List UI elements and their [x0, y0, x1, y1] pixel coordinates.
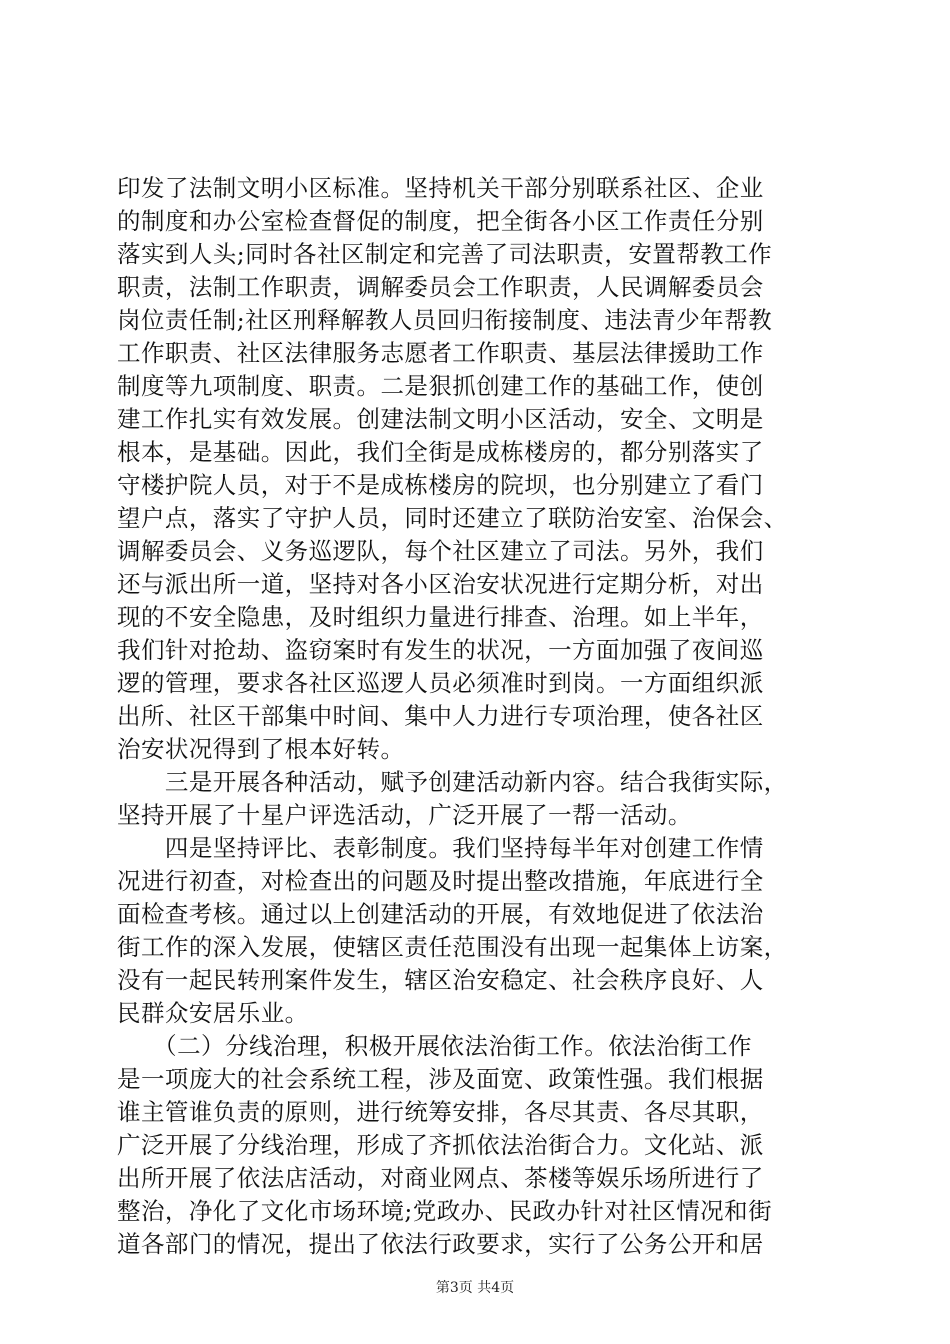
text-line: 我们针对抢劫、盗窃案时有发生的状况，一方面加强了夜间巡	[117, 636, 764, 664]
text-line: 岗位责任制;社区刑释解教人员回归衔接制度、违法青少年帮教	[117, 306, 773, 334]
text-line: 况进行初查，对检查出的问题及时提出整改措施，年底进行全	[117, 867, 764, 895]
text-line: 的制度和办公室检查督促的制度，把全街各小区工作责任分别	[117, 207, 764, 235]
text-line: 坚持开展了十星户评选活动，广泛开展了一帮一活动。	[117, 801, 692, 829]
text-line: 四是坚持评比、表彰制度。我们坚持每半年对创建工作情	[117, 834, 764, 862]
text-line: 根本，是基础。因此，我们全街是成栋楼房的，都分别落实了	[117, 438, 764, 466]
document-body	[117, 172, 837, 1261]
text-line: 现的不安全隐患，及时组织力量进行排查、治理。如上半年，	[117, 603, 764, 631]
text-line: 三是开展各种活动，赋予创建活动新内容。结合我街实际，	[117, 768, 788, 796]
text-line: 制度等九项制度、职责。二是狠抓创建工作的基础工作，使创	[117, 372, 764, 400]
text-line: 还与派出所一道，坚持对各小区治安状况进行定期分析，对出	[117, 570, 764, 598]
text-line: 道各部门的情况，提出了依法行政要求，实行了公务公开和居	[117, 1230, 764, 1258]
text-line: 没有一起民转刑案件发生，辖区治安稳定、社会秩序良好、人	[117, 966, 764, 994]
text-line: 职责，法制工作职责，调解委员会工作职责，人民调解委员会	[117, 273, 764, 301]
text-line: 民群众安居乐业。	[117, 999, 309, 1027]
page-footer: 第3页 共4页	[435, 1280, 515, 1296]
text-line: 印发了法制文明小区标准。坚持机关干部分别联系社区、企业	[117, 174, 764, 202]
text-line: 建工作扎实有效发展。创建法制文明小区活动，安全、文明是	[117, 405, 764, 433]
text-line: 谁主管谁负责的原则，进行统筹安排，各尽其责、各尽其职，	[117, 1098, 764, 1126]
text-line: （二）分线治理，积极开展依法治街工作。依法治街工作	[117, 1032, 752, 1060]
text-line: 落实到人头;同时各社区制定和完善了司法职责，安置帮教工作	[117, 240, 773, 268]
text-line: 广泛开展了分线治理，形成了齐抓依法治街合力。文化站、派	[117, 1131, 764, 1159]
text-line: 逻的管理，要求各社区巡逻人员必须准时到岗。一方面组织派	[117, 669, 764, 697]
text-line: 治安状况得到了根本好转。	[117, 735, 405, 763]
text-line: 守楼护院人员，对于不是成栋楼房的院坝，也分别建立了看门	[117, 471, 764, 499]
text-line: 出所、社区干部集中时间、集中人力进行专项治理，使各社区	[117, 702, 764, 730]
text-line: 是一项庞大的社会系统工程，涉及面宽、政策性强。我们根据	[117, 1065, 764, 1093]
text-line: 望户点，落实了守护人员，同时还建立了联防治安室、治保会、	[117, 504, 788, 532]
text-line: 整治，净化了文化市场环境;党政办、民政办针对社区情况和街	[117, 1197, 773, 1225]
text-line: 街工作的深入发展，使辖区责任范围没有出现一起集体上访案，	[117, 933, 788, 961]
text-line: 出所开展了依法店活动，对商业网点、茶楼等娱乐场所进行了	[117, 1164, 764, 1192]
text-line: 调解委员会、义务巡逻队，每个社区建立了司法。另外，我们	[117, 537, 764, 565]
text-line: 面检查考核。通过以上创建活动的开展，有效地促进了依法治	[117, 900, 764, 928]
text-line: 工作职责、社区法律服务志愿者工作职责、基层法律援助工作	[117, 339, 764, 367]
